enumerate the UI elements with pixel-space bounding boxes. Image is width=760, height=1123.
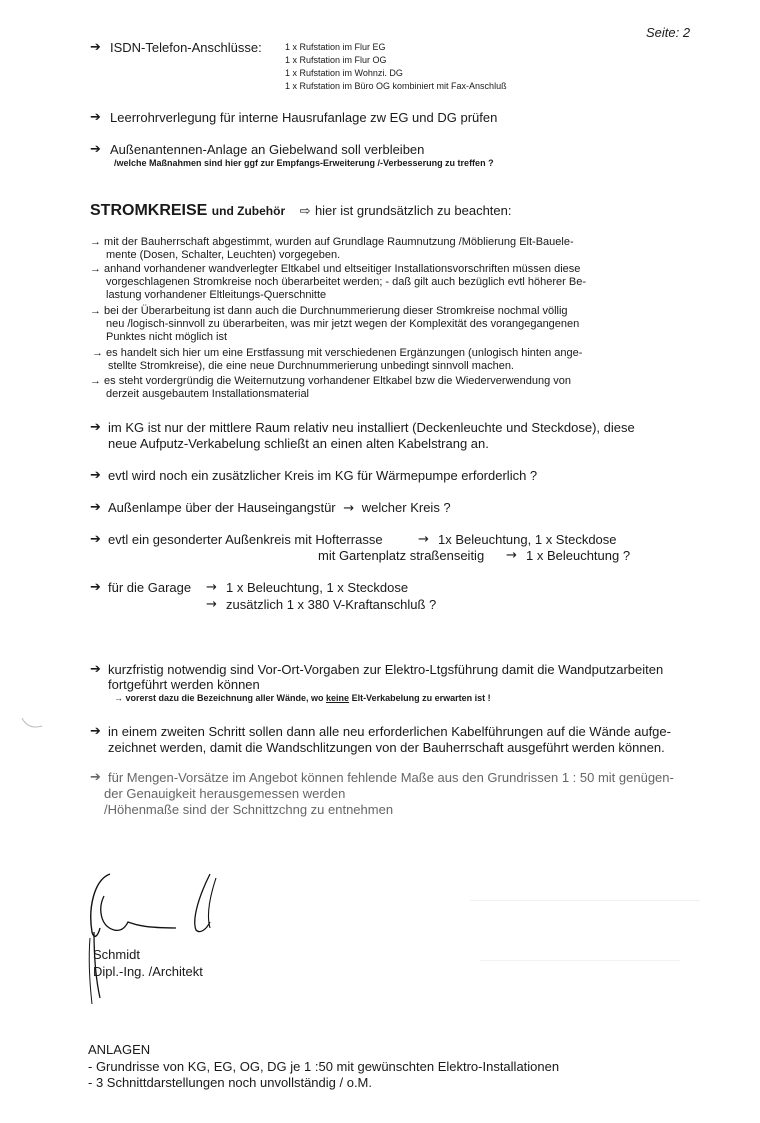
arrow-right-icon: ➔	[90, 468, 101, 483]
kurzfristig-sub-underline: keine	[326, 693, 350, 703]
arrow-right-icon: ➔	[90, 142, 101, 157]
aussenkreis-c: mit Gartenplatz straßenseitig	[318, 548, 485, 563]
antenne-sub: /welche Maßnahmen sind hier ggf zur Empfangs-Erweiterung /-Verbesserung zu treffen ?	[114, 158, 494, 168]
aussenlampe-question: welcher Kreis ?	[361, 500, 451, 515]
arrow-right-icon: ➔	[90, 770, 101, 785]
isdn-line-1: 1 x Rufstation im Flur EG	[285, 42, 386, 52]
strom-line-2: mente (Dosen, Schalter, Leuchten) vorgegeben.	[106, 249, 341, 261]
garage-a: für die Garage	[108, 580, 192, 595]
strom-line-9: → es handelt sich hier um eine Erstfassung mit verschiedenen Ergänzungen (unlogisch hinten ange-	[92, 347, 583, 359]
arrow-right-icon: ➔	[90, 500, 101, 515]
strom-line-8: Punktes nicht möglich ist	[106, 331, 228, 343]
arrow-right-icon: ➔	[90, 724, 101, 739]
arrow-right-icon: ➔	[90, 420, 101, 435]
arrow-right-icon: ➔	[90, 662, 101, 677]
kurzfristig-sub-a: → vorerst dazu die Bezeichnung aller Wände, wo	[114, 693, 327, 703]
strom-line-12: derzeit ausgebautem Installationsmaterial	[106, 388, 310, 400]
isdn-line-4: 1 x Rufstation im Büro OG kombiniert mit Fax-Anschluß	[285, 81, 507, 91]
signer-name: Schmidt	[93, 947, 140, 962]
signer-title: Dipl.-Ing. /Architekt	[93, 964, 203, 979]
aussenlampe-text: Außenlampe über der Hauseingangstür	[108, 500, 336, 515]
isdn-line-3: 1 x Rufstation im Wohnzi. DG	[285, 68, 403, 78]
heading-sub: und Zubehör	[211, 204, 286, 218]
waerme-text: evtl wird noch ein zusätzlicher Kreis im KG für Wärmepumpe erforderlich ?	[108, 468, 538, 483]
aussenkreis-d: 1 x Beleuchtung ?	[526, 548, 631, 563]
isdn-line-2: 1 x Rufstation im Flur OG	[285, 55, 387, 65]
arrow-right-icon: →	[506, 548, 517, 563]
zweiter-line-1: in einem zweiten Schritt sollen dann alle neu erforderlichen Kabelführungen auf die Wände aufge-	[108, 724, 671, 739]
kurzfristig-line-2: fortgeführt werden können	[108, 677, 260, 692]
page-number: Seite: 2	[646, 25, 691, 40]
anlagen-item-1: - Grundrisse von KG, EG, OG, DG je 1 :50 mit gewünschten Elektro-Installationen	[88, 1059, 560, 1074]
antenne-text: Außenantennen-Anlage an Giebelwand soll verbleiben	[110, 142, 425, 157]
scan-artifact	[470, 900, 700, 901]
strom-line-11: → es steht vordergründig die Weiternutzung vorhandener Eltkabel bzw die Wiederverwendung von	[90, 375, 572, 387]
strom-line-6: → bei der Überarbeitung ist dann auch die Durchnummerierung dieser Stromkreise nochmal völlig	[90, 305, 568, 317]
mengen-line-2: der Genauigkeit herausgemessen werden	[104, 786, 346, 801]
mengen-line-3: /Höhenmaße sind der Schnittzchng zu entnehmen	[104, 802, 394, 817]
arrow-right-icon: ➔	[90, 532, 101, 547]
kg-line-2: neue Aufputz-Verkabelung schließt an einen alten Kabelstrang an.	[108, 436, 489, 451]
garage-b: 1 x Beleuchtung, 1 x Steckdose	[226, 580, 409, 595]
scan-artifact	[480, 960, 680, 961]
kurzfristig-line-1: kurzfristig notwendig sind Vor-Ort-Vorgaben zur Elektro-Ltgsführung damit die Wandputzarbeiten	[108, 662, 664, 677]
heading-intro: hier ist grundsätzlich zu beachten:	[314, 203, 512, 218]
anlagen-title: ANLAGEN	[88, 1042, 151, 1057]
heading-main: STROMKREISE	[90, 202, 208, 219]
kg-line-1: im KG ist nur der mittlere Raum relativ neu installiert (Deckenleuchte und Steckdose), diese	[108, 420, 635, 435]
aussenkreis-b: 1x Beleuchtung, 1 x Steckdose	[438, 532, 617, 547]
leerrohr-text: Leerrohrverlegung für interne Hausrufanlage zw EG und DG prüfen	[110, 110, 498, 125]
kurzfristig-sub-b: Elt-Verkabelung zu erwarten ist !	[349, 693, 491, 703]
arrow-right-icon: →	[206, 597, 217, 612]
arrow-right-icon: →	[343, 501, 355, 516]
kurzfristig-sub	[114, 692, 491, 704]
arrow-right-icon: →	[206, 580, 217, 595]
margin-mark-icon	[20, 714, 44, 734]
aussenkreis-a: evtl ein gesonderter Außenkreis mit Hofterrasse	[108, 532, 383, 547]
arrow-right-icon: ➔	[90, 580, 101, 595]
strom-line-3: → anhand vorhandener wandverlegter Eltkabel und eltseitiger Installationsvorschriften müssen diese	[90, 263, 581, 275]
strom-line-10: stellte Stromkreise), die eine neue Durchnummerierung unbedingt sinnvoll machen.	[108, 360, 514, 372]
section-heading	[90, 202, 512, 220]
anlagen-item-2: - 3 Schnittdarstellungen noch unvollständig / o.M.	[88, 1075, 373, 1090]
aussenlampe-row	[108, 500, 451, 516]
hollow-arrow-icon: ⇨	[299, 204, 311, 219]
strom-line-7: neu /logisch-sinnvoll zu überarbeiten, was mir jetzt wegen der Komplexität des vorangegangenen	[106, 318, 580, 330]
arrow-right-icon: ➔	[90, 40, 101, 55]
isdn-label: ISDN-Telefon-Anschlüsse:	[110, 40, 262, 55]
mengen-line-1: für Mengen-Vorsätze im Angebot können fehlende Maße aus den Grundrissen 1 : 50 mit genügen-	[108, 770, 674, 785]
zweiter-line-2: zeichnet werden, damit die Wandschlitzungen von der Bauherrschaft ausgeführt werden können.	[108, 740, 665, 755]
arrow-right-icon: →	[418, 532, 429, 547]
strom-line-1: → mit der Bauherrschaft abgestimmt, wurden auf Grundlage Raumnutzung /Möblierung Elt-Bauele-	[90, 236, 574, 248]
strom-line-5: lastung vorhandener Eltleitungs-Querschnitte	[106, 289, 327, 301]
strom-line-4: vorgeschlagenen Stromkreise noch überarbeitet werden; - daß gilt auch bezüglich evtl höherer Be-	[106, 276, 586, 288]
garage-c: zusätzlich 1 x 380 V-Kraftanschluß ?	[226, 597, 437, 612]
arrow-right-icon: ➔	[90, 110, 101, 125]
signature	[80, 868, 230, 1008]
